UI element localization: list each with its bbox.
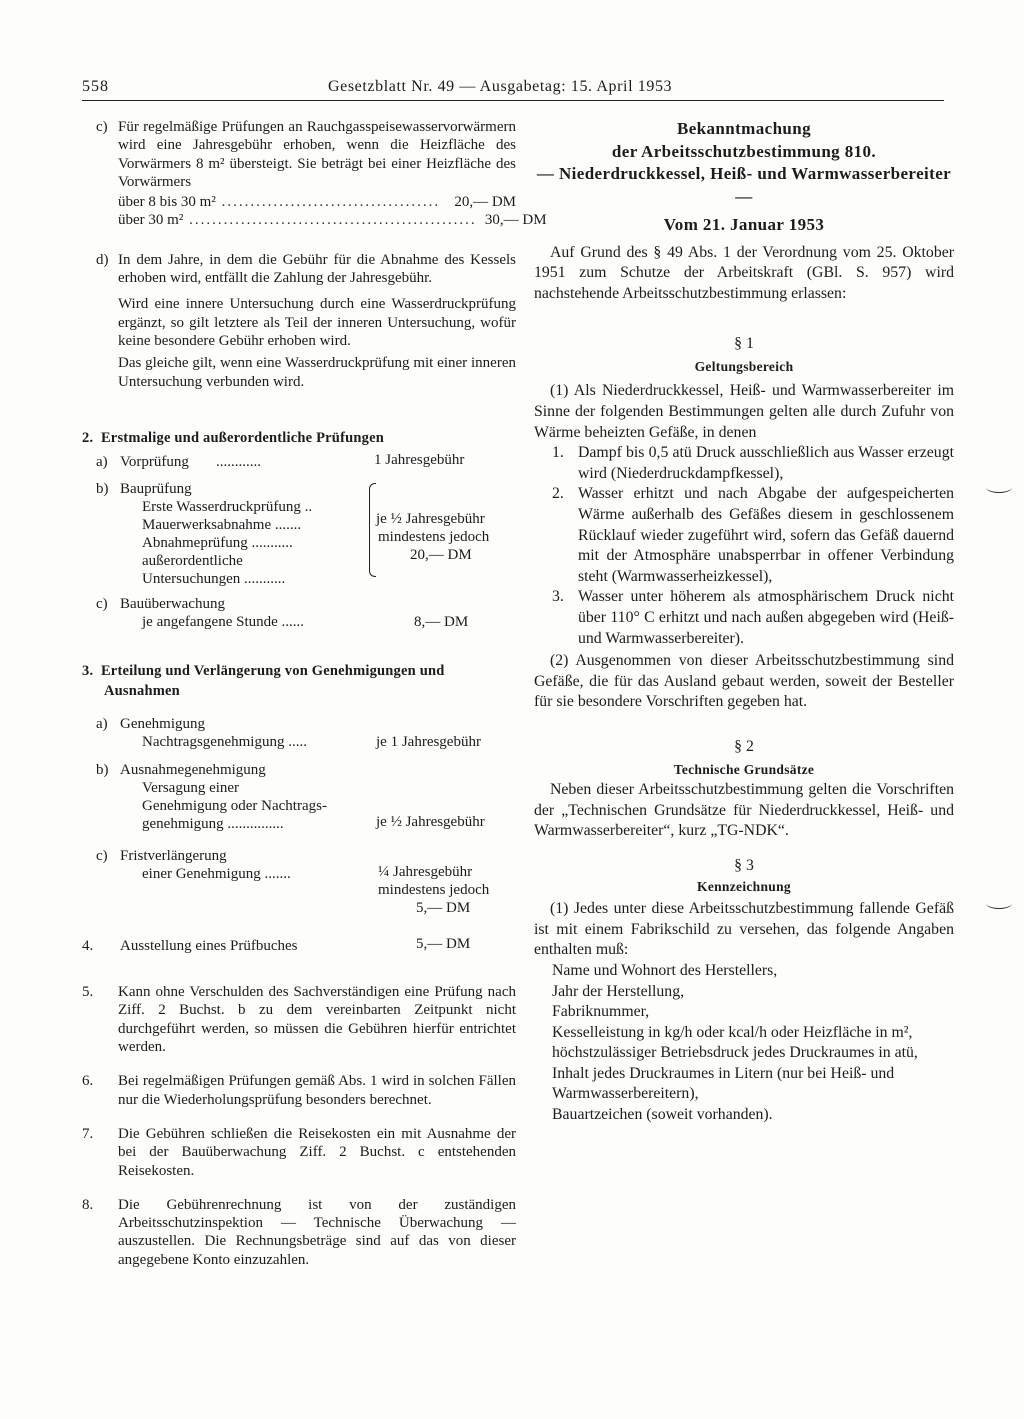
left-column xyxy=(82,118,547,1269)
label-list: Name und Wohnort des Herstellers, Jahr der Herstellung, Fabriknummer, Kesselleistung in kg/h oder kcal/h oder Heizfläche in m², höchstzulässiger Betriebsdruck jedes Druckraumes in atü, Inhalt jedes Druckraumes in Litern (nur bei Heiß- und Warmwasserbereitern), Bauartzeichen (soweit vorhanden). xyxy=(552,961,918,1124)
item-8: 8. Die Gebührenrechnung ist von der zuständigen Arbeitsschutzinspektion — Technische Überwachung — auszustellen. Die Rechnungsbeträge sind auf das von dieser angegebene Konto einzuzahlen. xyxy=(82,1196,516,1268)
item-6: 6. Bei regelmäßigen Prüfungen gemäß Abs. 1 wird in solchen Fällen nur die Wiederholungsprüfung besonders berechnet. xyxy=(82,1073,516,1108)
fee-row-2: über 30 m² .................................................. 30,— DM xyxy=(118,212,547,229)
section-2-title: Technische Grundsätze xyxy=(673,761,815,777)
margin-mark xyxy=(986,482,1012,493)
section-2-text: Neben dieser Arbeitsschutzbestimmung gelten die Vorschriften der „Technischen Grundsätze für Niederdruckkessel, Heiß- und Warmwasserbereiter“, kurz „TG-NDK“. xyxy=(534,781,954,840)
section-2-sign: § 2 xyxy=(734,737,754,755)
section-3-title: Kennzeichnung xyxy=(697,878,791,894)
section-1-item: 3. Wasser unter höherem als atmosphärischem Druck nicht über 110° C erhitzt und nach außen abgegeben wird (Heiß- und Warmwasserbereiter). xyxy=(552,588,954,647)
section-3-table: a) Genehmigung Nachtragsgenehmigung ..... je 1 Jahresgebühr b) Ausnahmegenehmigung Versagung einer Genehmigung oder Nachtrags- genehmigung ............... je ½ Jahresgebühr c) Fristverlängerung einer Genehmigung ....... ¼ Jahresgebühr mindestens jedoch 5,— DM 4. Ausstellung eines Prüfbuches 5,— DM xyxy=(82,716,490,955)
fee-item-c: c) Für regelmäßige Prüfungen an Rauchgasspeisewasservorwärmern wird eine Jahresgebühr erhoben, wenn die Heizfläche des Vorwärmers 8 m² übersteigt. Sie beträgt bei einer Heizfläche des Vorwärmers über 8 bis 30 m² ...................................... 20,— DM über 30 m² .................................................. 30,— DM xyxy=(96,119,547,229)
fee-row-1: über 8 bis 30 m² ...................................... 20,— DM xyxy=(118,194,516,211)
announcement-title: Bekanntmachung der Arbeitsschutzbestimmung 810. — Niederdruckkessel, Heiß- und Warmwasserbereiter — xyxy=(536,119,952,206)
page-number: 558 xyxy=(82,78,109,95)
section-1-abs2: (2) Ausgenommen von dieser Arbeitsschutzbestimmung sind Gefäße, die für das Ausland gebaut werden, soweit der Besteller für sie besondere Vorschriften gegeben hat. xyxy=(534,652,954,711)
brace xyxy=(369,483,376,577)
section-2-table: a) Vorprüfung ............ 1 Jahresgebühr b) Bauprüfung Erste Wasserdruckprüfung .. Mauerwerksabnahme ....... Abnahmeprüfung ........... außerordentliche Untersuchungen ........... je ½ Jahresgebühr mindestens jedoch 20,— DM c) Bauüberwachung je angefangene Stunde ...... 8,— DM xyxy=(96,452,490,631)
section-1-abs1: (1) Als Niederdruckkessel, Heiß- und Warmwasserbereiter im Sinne der folgenden Bestimmungen gelten alle durch Zufuhr von Wärme beheizten Gefäße, in denen xyxy=(534,382,954,441)
section-2-heading: 2. Erstmalige und außerordentliche Prüfungen xyxy=(82,429,384,446)
section-3-sign: § 3 xyxy=(734,856,754,874)
announcement-date: Vom 21. Januar 1953 xyxy=(663,215,825,234)
right-column xyxy=(534,118,954,1126)
margin-mark xyxy=(986,898,1012,909)
item-7: 7. Die Gebühren schließen die Reisekosten ein mit Ausnahme der bei der Bauüberwachung Ziff. 2 Buchst. c entstehenden Reisekosten. xyxy=(82,1125,516,1179)
section-1-item: 1. Dampf bis 0,5 atü Druck ausschließlich aus Wasser erzeugt wird (Niederdruckdampfkessel), xyxy=(552,444,954,482)
section-1-item: 2. Wasser erhitzt und nach Abgabe der aufgespeicherten Wärme außerhalb des Gefäßes diesem in geschlossenem Rücklauf wieder zugeführt wird, sofern das Gefäß dauernd mit der Atmosphäre unabsperrbar in offener Verbindung steht (Warmwasserheizkessel), xyxy=(552,485,954,585)
intro-paragraph: Auf Grund des § 49 Abs. 1 der Verordnung vom 25. Oktober 1951 zum Schutze der Arbeitskraft (GBl. S. 957) wird nachstehende Arbeitsschutzbestimmung erlassen: xyxy=(534,243,954,302)
section-3-abs1: (1) Jedes unter diese Arbeitsschutzbestimmung fallende Gefäß ist mit einem Fabrikschild zu versehen, das folgende Angaben enthalten muß: xyxy=(534,900,954,959)
header-title: Gesetzblatt Nr. 49 — Ausgabetag: 15. April 1953 xyxy=(328,78,673,95)
section-3-heading: 3. Erteilung und Verlängerung von Genehmigungen und Ausnahmen xyxy=(82,663,445,700)
section-1-title: Geltungsbereich xyxy=(694,358,794,374)
section-1-sign: § 1 xyxy=(734,335,754,353)
page-header xyxy=(82,74,944,101)
fee-item-c-text: Für regelmäßige Prüfungen an Rauchgasspeisewasservorwärmern wird eine Jahresgebühr erhoben, wenn die Heizfläche des Vorwärmers 8 m² übersteigt. Sie beträgt bei einer Heizfläche des Vorwärmers xyxy=(118,119,516,190)
item-5: 5. Kann ohne Verschulden des Sachverständigen eine Prüfung nach Ziff. 2 Buchst. b zu dem vereinbarten Zeitpunkt nicht durchgeführt werden, so müssen die Gebühren hierfür entrichtet werden. xyxy=(82,984,516,1056)
fee-item-d: d) In dem Jahre, in dem die Gebühr für die Abnahme des Kessels erhoben wird, entfällt die Zahlung der Jahresgebühr. Wird eine innere Untersuchung durch eine Wasserdruckprüfung ergänzt, so gilt letztere als Teil der inneren Untersuchung, wofür keine besondere Gebühr erhoben wird. Das gleiche gilt, wenn eine Wasserdruckprüfung mit einer inneren Untersuchung verbunden wird. xyxy=(96,251,516,390)
